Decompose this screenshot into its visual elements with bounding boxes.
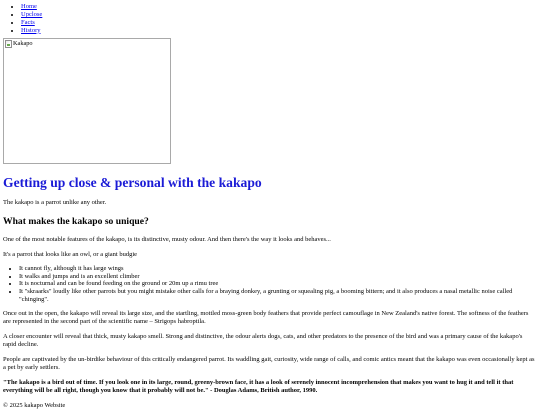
nav-link-history[interactable]: History [21,26,41,34]
nav-link-home[interactable]: Home [21,3,37,10]
nav-item-upclose [21,11,537,19]
hero-image-alt [5,40,33,48]
captivate-paragraph: People are captivated by the un-birdike behaviour of this critically endangered parrot. Its waddling gait, curiosity, wide range of calls, and comic antics meant that the kakapo was even occasionally kept as a pet by early settlers. [3,355,535,371]
site-footer [3,402,537,409]
quote-paragraph: "The kakapo is a bird out of time. If you look one in its large, round, greeny-brown face, it has a look of serenely innocent incomprehension that makes you want to hug it and tell it that everything will be all right, though you know that it probably will not be." - Douglas Adams, British author, 1990. [3,378,514,394]
main-nav [3,3,537,35]
nav-item-home [21,3,537,11]
odour-paragraph: One of the most notable features of the kakapo, is its distinctive, musty odour. And then there's the way it looks and behaves... [3,235,331,243]
nav-item-history [21,27,537,35]
parrot-paragraph: It's a parrot that looks like an owl, or a giant budgie [3,250,138,258]
section-heading: What makes the kakapo so unique? [3,216,149,228]
intro-paragraph: The kakapo is a parrot unlike any other. [3,199,107,207]
nav-link-upclose[interactable]: Upclose [21,10,43,18]
hero-alt-text: Kakapo [13,39,33,47]
trait-item: • It walks and jumps and is an excellent climber [19,273,537,281]
closer-paragraph: A closer encounter will reveal that thick, musty kakapo smell. Strong and distinctive, the odour alerts dogs, cats, and other predators to the presence of the bird and was a primary cause of the kakapo's rapid decline. [3,333,523,348]
hero-image [3,38,171,164]
page-title: Getting up close & personal with the kakapo [3,174,262,190]
nav-list [3,3,537,35]
open-paragraph: Once out in the open, the kakapo will reveal its large size, and the startling, mottled moss-green body feathers that provide perfect camouflage in New Zealand's native forest. The softness of the feathers are represented in the second part of the scientific name – Strigops habroptila. [3,310,529,326]
trait-item: • It cannot fly, although it has large wings [19,265,537,273]
broken-image-icon [5,40,12,48]
trait-item: • It "skraarks" loudly like other parrots but you might mistake other calls for a braying donkey, a grunting or squealing pig, a booming bittern; and it also produces a nasal metallic noise called "chinging". [19,288,537,304]
trait-item: • It is nocturnal and can be found feeding on the ground or 20m up a rimu tree [19,280,537,288]
footer-text: © 2025 kakapo Website [3,401,66,409]
nav-link-facts[interactable]: Facts [21,18,35,26]
traits-list [3,265,537,305]
nav-item-facts [21,19,537,27]
